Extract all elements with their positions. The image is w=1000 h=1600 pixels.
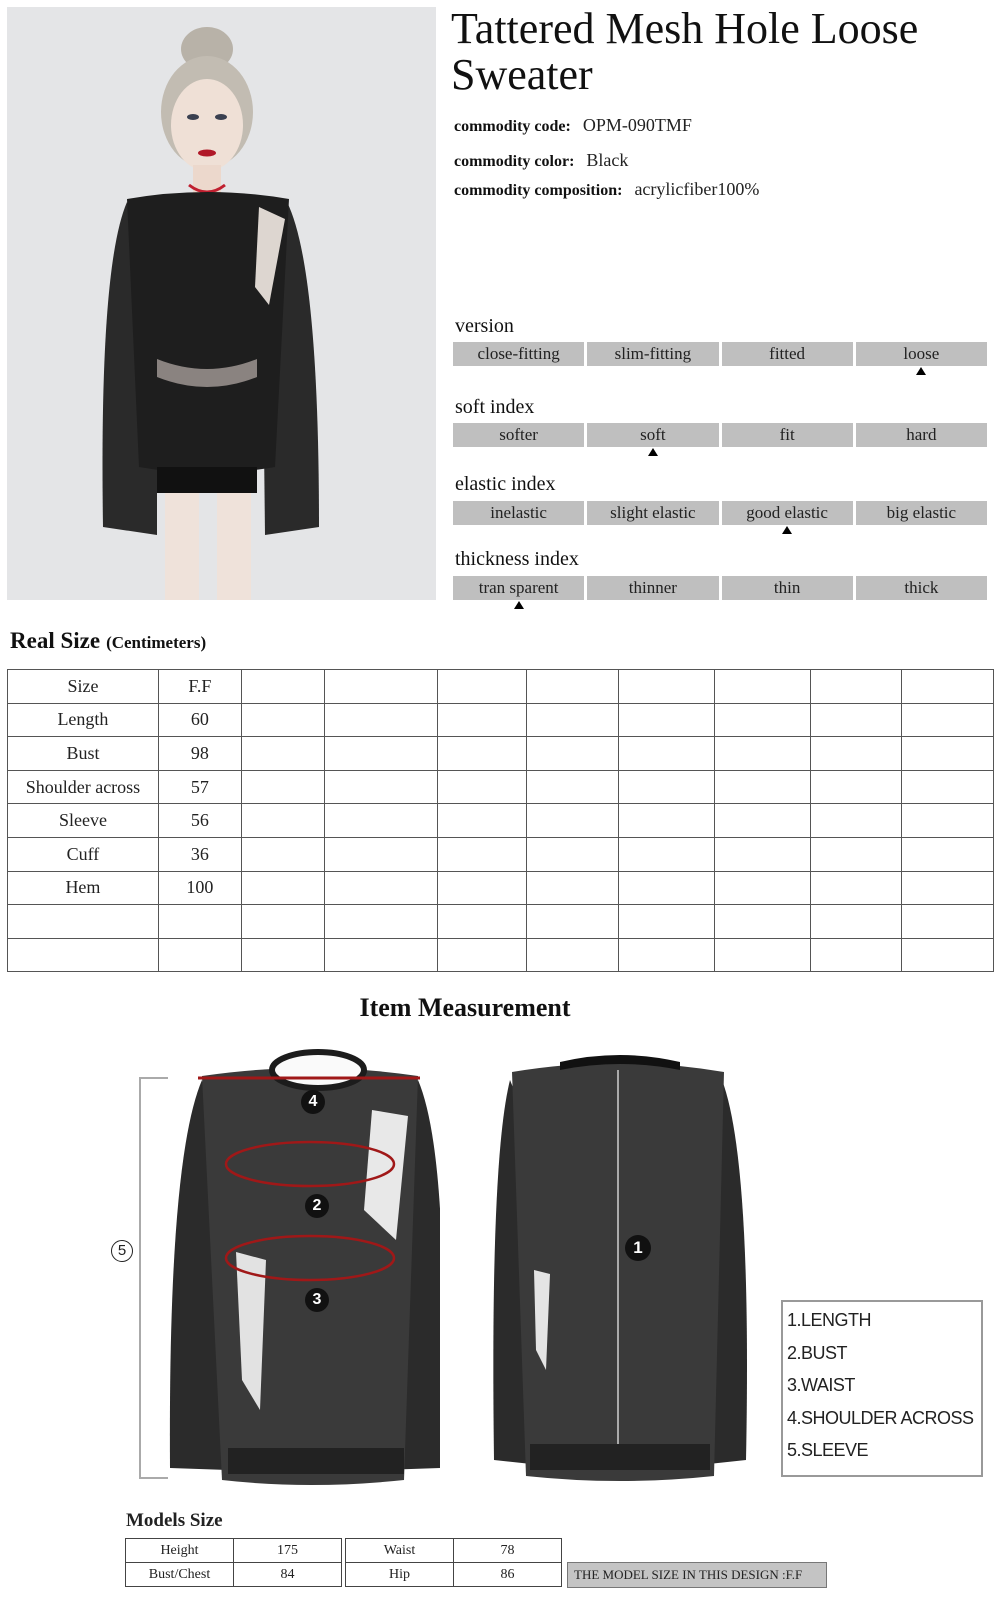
marker-2: 2: [305, 1194, 329, 1218]
version-option: slim-fitting: [587, 342, 718, 366]
commodity-color: [454, 150, 628, 171]
commodity-code-label: commodity code:: [454, 118, 571, 135]
marker-4: 4: [301, 1090, 325, 1114]
front-view-diagram: [110, 1040, 440, 1485]
commodity-composition: [454, 179, 759, 200]
model-waist-value: 78: [454, 1539, 562, 1563]
models-size-title: Models Size: [126, 1510, 223, 1531]
marker-3: 3: [305, 1288, 329, 1312]
table-cell: [902, 905, 994, 939]
legend-length: 1.LENGTH: [787, 1310, 872, 1330]
table-cell: Cuff: [8, 837, 159, 871]
model-size-note: THE MODEL SIZE IN THIS DESIGN :F.F: [567, 1562, 827, 1588]
table-row: [126, 1539, 342, 1563]
model-height-value: 175: [234, 1539, 342, 1563]
table-cell: [437, 737, 527, 771]
table-cell: [811, 703, 902, 737]
table-cell: [241, 938, 324, 972]
table-cell: [437, 670, 527, 704]
table-cell: [715, 905, 811, 939]
table-cell: [324, 703, 437, 737]
table-cell: [811, 770, 902, 804]
table-row: [8, 703, 994, 737]
version-option: fitted: [722, 342, 853, 366]
table-cell: [527, 737, 619, 771]
elastic-index-bar: [453, 501, 987, 525]
model-illustration: [7, 7, 436, 600]
table-cell: [715, 938, 811, 972]
table-cell: Hem: [8, 871, 159, 905]
table-cell: [8, 938, 159, 972]
table-cell: [715, 804, 811, 838]
table-cell: [527, 905, 619, 939]
soft-index-option: fit: [722, 423, 853, 447]
version-label: version: [455, 315, 514, 337]
thickness-index-bar: [453, 576, 987, 600]
table-cell: [241, 737, 324, 771]
table-cell: [324, 770, 437, 804]
model-hip-label: Hip: [346, 1563, 454, 1587]
table-cell: [902, 938, 994, 972]
soft-index-option: softer: [453, 423, 584, 447]
table-cell: [158, 938, 241, 972]
model-waist-label: Waist: [346, 1539, 454, 1563]
table-cell: [902, 837, 994, 871]
thickness-index-option: thin: [722, 576, 853, 600]
table-cell: 36: [158, 837, 241, 871]
version-bar: [453, 342, 987, 366]
table-cell: [324, 670, 437, 704]
table-cell: [619, 804, 715, 838]
table-cell: [437, 871, 527, 905]
elastic-index-option: slight elastic: [587, 501, 718, 525]
table-cell: [437, 837, 527, 871]
table-cell: [619, 905, 715, 939]
table-cell: [437, 905, 527, 939]
table-cell: [811, 670, 902, 704]
table-cell: [715, 737, 811, 771]
table-row: [126, 1563, 342, 1587]
table-cell: [437, 770, 527, 804]
table-cell: [324, 804, 437, 838]
table-cell: [527, 703, 619, 737]
thickness-index-option-selected: tran sparent: [453, 576, 584, 600]
table-row: [8, 905, 994, 939]
table-cell: [241, 703, 324, 737]
commodity-color-value: Black: [586, 150, 629, 170]
table-row: [8, 938, 994, 972]
model-bust-value: 84: [234, 1563, 342, 1587]
table-cell: [324, 905, 437, 939]
table-cell: [527, 670, 619, 704]
table-cell: [715, 670, 811, 704]
table-cell: [902, 804, 994, 838]
elastic-index-option-selected: good elastic: [722, 501, 853, 525]
commodity-composition-label: commodity composition:: [454, 182, 623, 199]
table-row: [8, 737, 994, 771]
marker-1: 1: [625, 1235, 651, 1261]
product-title: Tattered Mesh Hole Loose Sweater: [451, 4, 919, 99]
table-cell: Size: [8, 670, 159, 704]
table-cell: 56: [158, 804, 241, 838]
model-height-label: Height: [126, 1539, 234, 1563]
model-photo: [7, 7, 436, 600]
table-cell: [527, 837, 619, 871]
table-cell: 100: [158, 871, 241, 905]
table-cell: [241, 837, 324, 871]
thickness-index-option: thinner: [587, 576, 718, 600]
size-table: [7, 669, 994, 972]
table-cell: [715, 703, 811, 737]
marker-5: 5: [111, 1240, 133, 1262]
item-measurement-title: Item Measurement: [359, 993, 571, 1022]
commodity-code-value: OPM-090TMF: [582, 115, 692, 135]
table-row: [8, 871, 994, 905]
soft-index-option-selected: soft: [587, 423, 718, 447]
table-cell: [437, 938, 527, 972]
table-cell: [527, 770, 619, 804]
table-cell: [527, 938, 619, 972]
table-cell: [619, 670, 715, 704]
table-cell: [902, 871, 994, 905]
table-cell: [619, 837, 715, 871]
commodity-composition-value: acrylicfiber100%: [634, 179, 760, 199]
table-cell: 60: [158, 703, 241, 737]
table-cell: [715, 837, 811, 871]
table-row: [346, 1539, 562, 1563]
models-size-table-left: [125, 1538, 342, 1587]
table-cell: Shoulder across: [8, 770, 159, 804]
table-row: [8, 804, 994, 838]
model-bust-label: Bust/Chest: [126, 1563, 234, 1587]
models-size-table-right: [345, 1538, 562, 1587]
table-cell: [158, 905, 241, 939]
table-cell: [241, 804, 324, 838]
commodity-code: [454, 115, 692, 136]
table-cell: [619, 871, 715, 905]
table-cell: [811, 804, 902, 838]
table-cell: [527, 804, 619, 838]
table-cell: [241, 670, 324, 704]
table-cell: [437, 804, 527, 838]
table-cell: [437, 703, 527, 737]
table-cell: [811, 737, 902, 771]
table-cell: Bust: [8, 737, 159, 771]
table-cell: [324, 871, 437, 905]
table-cell: [902, 770, 994, 804]
elastic-index-label: elastic index: [455, 473, 556, 495]
table-cell: [324, 737, 437, 771]
table-cell: [811, 871, 902, 905]
table-cell: [811, 837, 902, 871]
table-cell: [715, 871, 811, 905]
soft-index-option: hard: [856, 423, 987, 447]
table-cell: [619, 770, 715, 804]
thickness-index-label: thickness index: [455, 548, 579, 570]
measurement-legend: [781, 1300, 983, 1477]
table-cell: [619, 938, 715, 972]
elastic-index-option: inelastic: [453, 501, 584, 525]
table-row: [346, 1563, 562, 1587]
version-option-selected: loose: [856, 342, 987, 366]
legend-sleeve: 5.SLEEVE: [787, 1440, 869, 1460]
legend-waist: 3.WAIST: [787, 1375, 855, 1395]
table-cell: [619, 703, 715, 737]
model-hip-value: 86: [454, 1563, 562, 1587]
table-cell: 98: [158, 737, 241, 771]
table-cell: Sleeve: [8, 804, 159, 838]
table-cell: [811, 905, 902, 939]
commodity-color-label: commodity color:: [454, 153, 575, 170]
real-size-unit: (Centimeters): [106, 633, 207, 652]
back-view-diagram: [490, 1040, 760, 1485]
table-cell: [902, 737, 994, 771]
table-cell: [902, 703, 994, 737]
table-cell: [324, 938, 437, 972]
table-cell: [811, 938, 902, 972]
table-cell: F.F: [158, 670, 241, 704]
table-row: [8, 837, 994, 871]
legend-shoulder-across: 4.SHOULDER ACROSS: [787, 1407, 974, 1428]
real-size-heading: [10, 628, 206, 654]
table-cell: [715, 770, 811, 804]
table-cell: [619, 737, 715, 771]
table-cell: 57: [158, 770, 241, 804]
table-cell: Length: [8, 703, 159, 737]
thickness-index-option: thick: [856, 576, 987, 600]
table-cell: [324, 837, 437, 871]
legend-bust: 2.BUST: [787, 1342, 848, 1363]
soft-index-label: soft index: [455, 396, 535, 418]
table-cell: [902, 670, 994, 704]
table-cell: [241, 770, 324, 804]
version-option: close-fitting: [453, 342, 584, 366]
soft-index-bar: [453, 423, 987, 447]
table-cell: [241, 905, 324, 939]
table-row: [8, 770, 994, 804]
table-cell: [241, 871, 324, 905]
table-cell: [527, 871, 619, 905]
table-cell: [8, 905, 159, 939]
elastic-index-option: big elastic: [856, 501, 987, 525]
table-row: [8, 670, 994, 704]
real-size-title: Real Size: [10, 628, 101, 653]
